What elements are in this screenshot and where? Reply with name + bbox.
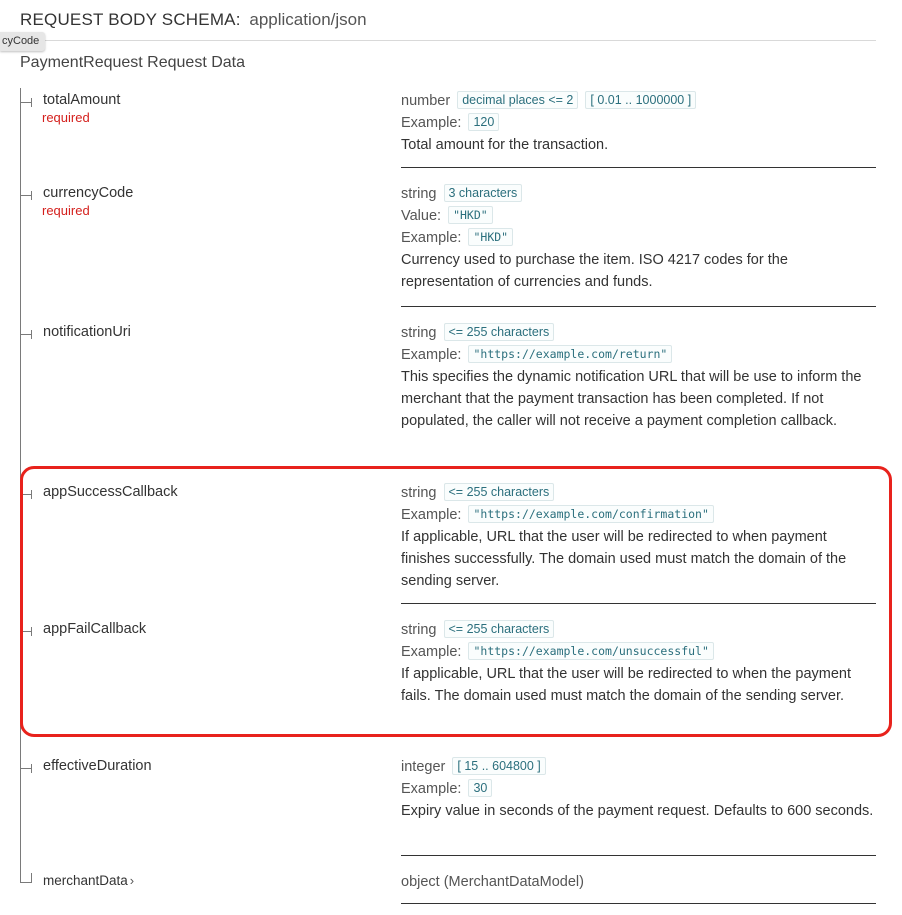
property-row-effectiveDuration <box>20 756 876 858</box>
expand-merchant-data-button[interactable] <box>43 873 134 888</box>
row-divider <box>401 855 876 856</box>
property-name: merchantData <box>43 873 128 888</box>
example-label: Example: <box>401 644 462 660</box>
example-value: "https://example.com/confirmation" <box>468 505 713 523</box>
property-type: number <box>401 93 451 109</box>
property-details <box>401 871 876 893</box>
property-type: string <box>401 485 437 501</box>
example-label: Example: <box>401 781 462 797</box>
enum-value: "HKD" <box>448 206 493 224</box>
example-label: Example: <box>401 347 462 363</box>
property-details <box>401 756 876 822</box>
row-divider <box>401 603 876 604</box>
property-row-appFailCallback <box>20 619 876 734</box>
property-description: If applicable, URL that the user will be redirected to when payment finishes successfully. The domain used must match the domain of the sending server. <box>401 529 847 589</box>
example-label: Example: <box>401 230 462 246</box>
property-details <box>401 322 876 432</box>
schema-label: REQUEST BODY SCHEMA: <box>20 10 241 29</box>
property-type: integer <box>401 759 446 775</box>
example-value: "HKD" <box>468 228 513 246</box>
example-label: Example: <box>401 507 462 523</box>
property-name[interactable]: appFailCallback <box>43 621 147 637</box>
property-description: If applicable, URL that the user will be redirected to when the payment fails. The domain used must match the domain of the sending server. <box>401 666 852 704</box>
constraint-chip: <= 255 characters <box>444 620 555 638</box>
constraint-chip: <= 255 characters <box>444 483 555 501</box>
property-name[interactable]: effectiveDuration <box>43 758 152 774</box>
property-row-appSuccessCallback <box>20 482 876 606</box>
required-label: required <box>42 110 90 125</box>
property-details <box>401 482 876 592</box>
row-divider <box>401 903 876 904</box>
property-type: object (MerchantDataModel) <box>401 874 584 890</box>
property-name[interactable]: totalAmount <box>43 92 121 108</box>
constraint-chip: [ 15 .. 604800 ] <box>452 757 545 775</box>
property-description: This specifies the dynamic notification URL that will be use to inform the merchant that the payment transaction has been completed. If not populated, the caller will not receive a payment completion callback. <box>401 369 862 429</box>
constraint-chip: <= 255 characters <box>444 323 555 341</box>
property-name[interactable]: currencyCode <box>43 185 134 201</box>
property-details <box>401 619 876 707</box>
property-description: Total amount for the transaction. <box>401 137 609 153</box>
row-divider <box>401 306 876 307</box>
example-label: Example: <box>401 115 462 131</box>
value-label: Value: <box>401 208 442 224</box>
constraint-chip: decimal places <= 2 <box>457 91 578 109</box>
example-value: "https://example.com/unsuccessful" <box>468 642 713 660</box>
property-details <box>401 90 876 156</box>
schema-description: PaymentRequest Request Data <box>20 54 246 71</box>
property-row-notificationUri <box>20 322 876 467</box>
property-details <box>401 183 876 293</box>
example-value: 120 <box>468 113 499 131</box>
example-value: 30 <box>468 779 492 797</box>
row-divider <box>401 167 876 168</box>
required-label: required <box>42 203 90 218</box>
constraint-chip: [ 0.01 .. 1000000 ] <box>585 91 696 109</box>
request-body-schema-header <box>20 10 876 41</box>
chevron-right-icon: › <box>129 873 135 888</box>
property-description: Expiry value in seconds of the payment request. Defaults to 600 seconds. <box>401 803 874 819</box>
property-row-merchantData <box>20 871 876 911</box>
hover-tooltip: cyCode <box>0 32 45 51</box>
property-row-totalAmount <box>20 90 876 170</box>
property-type: string <box>401 325 437 341</box>
example-value: "https://example.com/return" <box>468 345 672 363</box>
property-description: Currency used to purchase the item. ISO 4217 codes for the representation of currencies and funds. <box>401 252 788 290</box>
property-row-currencyCode <box>20 183 876 309</box>
property-type: string <box>401 622 437 638</box>
property-name[interactable]: notificationUri <box>43 324 131 340</box>
constraint-chip: 3 characters <box>444 184 523 202</box>
content-type: application/json <box>249 10 367 29</box>
property-type: string <box>401 186 437 202</box>
property-name[interactable]: appSuccessCallback <box>43 484 178 500</box>
